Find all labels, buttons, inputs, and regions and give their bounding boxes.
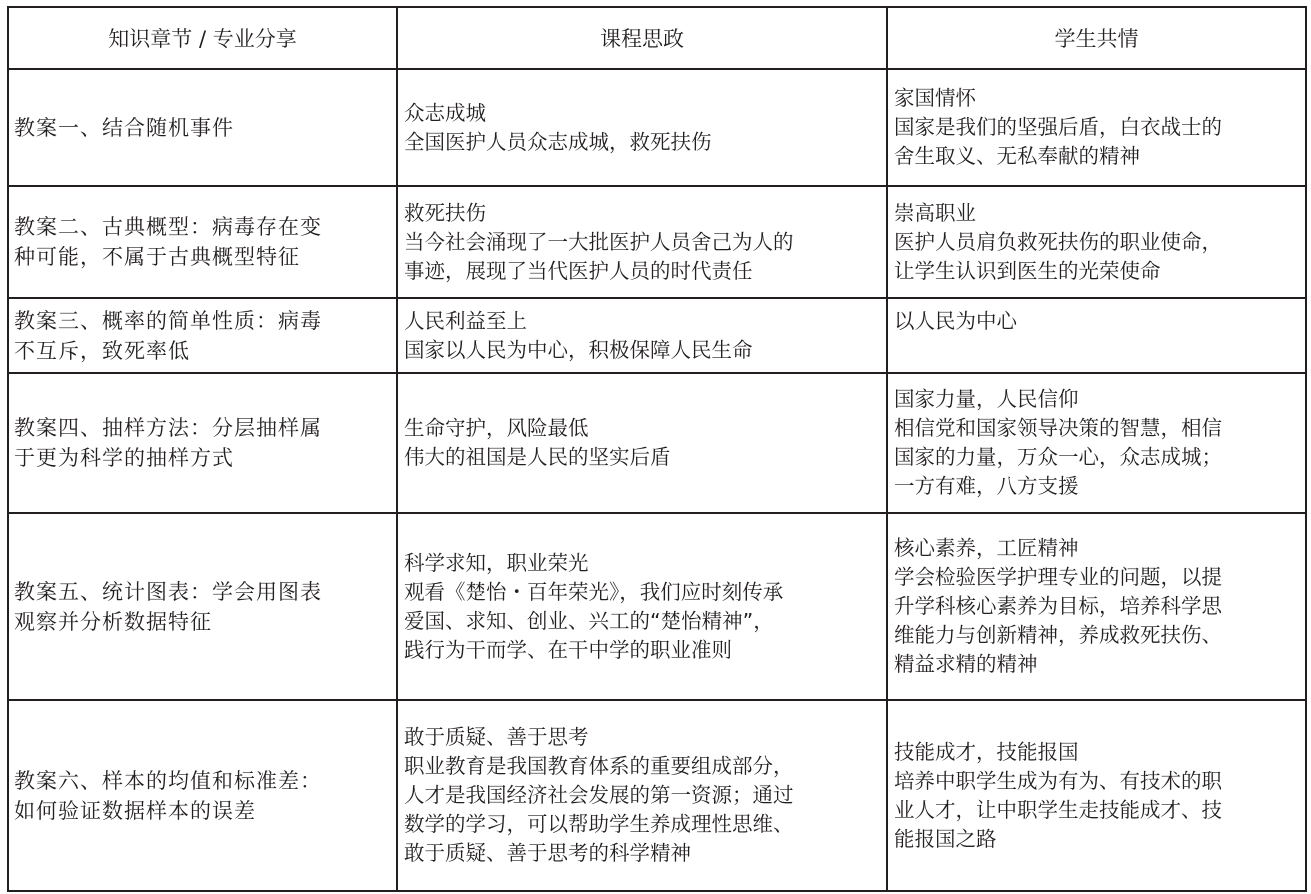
empathy-line: 家国情怀 — [894, 86, 976, 110]
ideology-line: 人才是我国经济社会发展的第一资源；通过 — [404, 783, 794, 807]
topic-cell — [8, 298, 397, 373]
topic-line: 教案四、抽样方法：分层抽样属 — [14, 416, 322, 440]
ideology-line: 敢于质疑、善于思考的科学精神 — [404, 841, 691, 865]
empathy-line: 让学生认识到医生的光荣使命 — [894, 258, 1161, 283]
empathy-line: 培养中职学生成为有为、有技术的职 — [894, 768, 1222, 793]
empathy-cell — [887, 373, 1306, 513]
ideology-line: 众志成城 — [404, 100, 486, 125]
ideology-line: 观看《楚怡・百年荣光》，我们应时刻传承 — [404, 579, 784, 604]
topic-cell — [8, 69, 397, 186]
header-student-empathy: 学生共情 — [887, 7, 1306, 69]
topic-cell — [8, 513, 397, 700]
empathy-line: 业人才，让中职学生走技能成才、技 — [894, 797, 1222, 822]
table-row — [8, 700, 1306, 891]
header-knowledge-chapter: 知识章节 / 专业分享 — [8, 7, 397, 69]
ideology-line: 人民利益至上 — [404, 308, 527, 333]
empathy-line: 以人民为中心 — [894, 309, 1017, 333]
ideology-line: 国家以人民为中心，积极保障人民生命 — [404, 337, 753, 362]
empathy-line: 维能力与创新精神，养成救死扶伤、 — [894, 623, 1222, 647]
empathy-line: 相信党和国家领导决策的智慧，相信 — [894, 416, 1222, 440]
topic-line: 如何验证数据样本的误差 — [14, 798, 256, 823]
table-row — [8, 186, 1306, 298]
table-header-row — [8, 7, 1306, 69]
ideology-cell — [397, 298, 887, 373]
empathy-line: 升学科核心素养为目标，培养科学思 — [894, 594, 1222, 618]
topic-line: 种可能，不属于古典概型特征 — [14, 245, 300, 269]
empathy-cell — [887, 700, 1306, 891]
topic-line: 教案六、样本的均值和标准差： — [14, 768, 322, 793]
table-row — [8, 69, 1306, 186]
topic-cell — [8, 700, 397, 891]
ideology-line: 数学的学习，可以帮助学生养成理性思维、 — [404, 812, 794, 836]
ideology-line: 践行为干而学、在干中学的职业准则 — [404, 637, 732, 662]
ideology-line: 当今社会涌现了一大批医护人员舍己为人的 — [404, 229, 794, 254]
topic-line: 教案五、统计图表：学会用图表 — [14, 579, 322, 604]
empathy-line: 精益求精的精神 — [894, 652, 1038, 676]
ideology-cell — [397, 186, 887, 298]
empathy-cell — [887, 186, 1306, 298]
empathy-cell — [887, 513, 1306, 700]
topic-cell — [8, 186, 397, 298]
ideology-cell — [397, 373, 887, 513]
ideology-line: 爱国、求知、创业、兴工的“楚怡精神”， — [404, 608, 774, 633]
topic-line: 于更为科学的抽样方式 — [14, 446, 234, 470]
empathy-line: 国家是我们的坚强后盾，白衣战士的 — [894, 115, 1222, 139]
ideology-line: 科学求知，职业荣光 — [404, 550, 589, 575]
table-row — [8, 298, 1306, 373]
empathy-line: 崇高职业 — [894, 200, 976, 225]
empathy-line: 学会检验医学护理专业的问题，以提 — [894, 565, 1222, 589]
ideology-line: 事迹，展现了当代医护人员的时代责任 — [404, 258, 753, 283]
empathy-line: 技能成才，技能报国 — [894, 739, 1079, 764]
table-row — [8, 373, 1306, 513]
ideology-line: 救死扶伤 — [404, 200, 486, 225]
ideology-line: 伟大的祖国是人民的坚实后盾 — [404, 445, 671, 469]
topic-line: 教案一、结合随机事件 — [14, 115, 234, 140]
ideology-line: 敢于质疑、善于思考 — [404, 725, 589, 749]
empathy-line: 国家力量，人民信仰 — [894, 387, 1079, 411]
topic-line: 教案二、古典概型：病毒存在变 — [14, 215, 322, 239]
empathy-line: 国家的力量，万众一心，众志成城； — [894, 445, 1222, 469]
ideology-cell — [397, 69, 887, 186]
empathy-cell — [887, 298, 1306, 373]
ideology-cell — [397, 513, 887, 700]
lesson-ideology-table — [7, 6, 1307, 892]
empathy-line: 核心素养，工匠精神 — [894, 536, 1079, 560]
topic-line: 教案三、概率的简单性质：病毒 — [14, 308, 322, 333]
ideology-cell — [397, 700, 887, 891]
ideology-line: 职业教育是我国教育体系的重要组成部分， — [404, 754, 794, 778]
topic-cell — [8, 373, 397, 513]
empathy-line: 舍生取义、无私奉献的精神 — [894, 144, 1140, 168]
lesson-ideology-table-container — [7, 6, 1305, 888]
topic-line: 观察并分析数据特征 — [14, 609, 212, 634]
table-row — [8, 513, 1306, 700]
empathy-line: 医护人员肩负救死扶伤的职业使命， — [894, 229, 1222, 254]
empathy-line: 一方有难，八方支援 — [894, 474, 1079, 498]
header-course-ideology: 课程思政 — [397, 7, 887, 69]
ideology-line: 全国医护人员众志成城，救死扶伤 — [404, 129, 712, 154]
ideology-line: 生命守护，风险最低 — [404, 416, 589, 440]
topic-line: 不互斥，致死率低 — [14, 338, 190, 363]
empathy-line: 能报国之路 — [894, 826, 997, 851]
empathy-cell — [887, 69, 1306, 186]
